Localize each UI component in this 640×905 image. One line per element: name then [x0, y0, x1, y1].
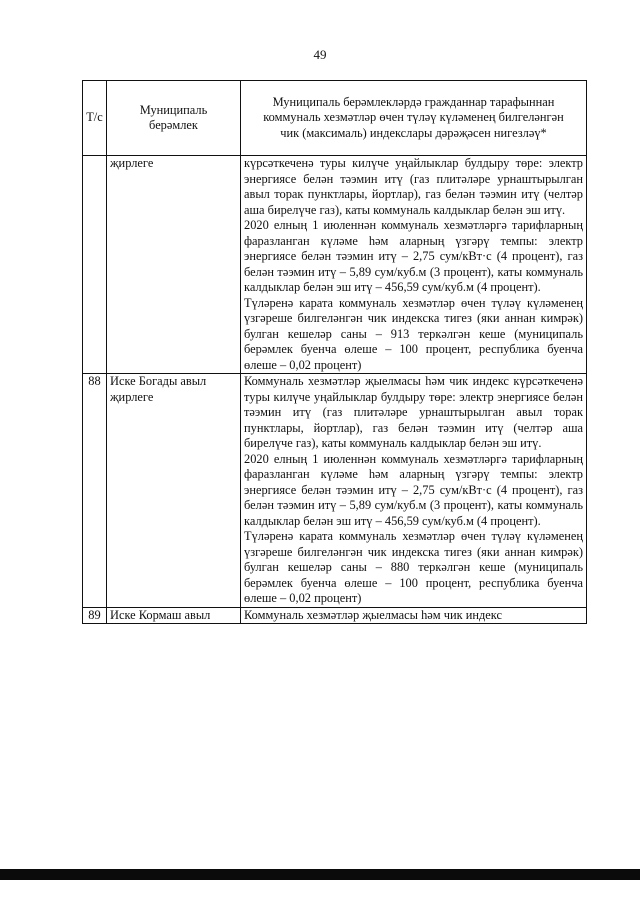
municipality-name: Иске Богады авыл җирлеге	[107, 374, 241, 608]
row-number: 88	[83, 374, 107, 608]
tariff-paragraph: 2020 елның 1 июленнән коммуналь хезмәтләргә тарифларның фаразланган күләме һәм аларның үзгәрү темпы: электр энергиясе белән тәэмин итү – 2,75 сум/кВт·с (4 процент), газ белән тәэмин итү – 5,89 сум/куб.м (3 процент), каты коммуналь калдыклар белән эш итү – 456,59 сум/куб.м (4 процент).	[244, 218, 583, 294]
tariff-index-table	[82, 80, 587, 624]
population-paragraph: Түләренә карата коммуналь хезмәтләр өчен түләү күләменең үзгәреше билгеләнгән чик индекска тигез (яки аннан кимрәк) булган кешеләр саны – 913 теркәлгән кеше (муниципаль берәмлек буенча өлеше – 100 процент, республика буенча өлеше – 0,02 процент)	[244, 295, 583, 372]
table-row	[83, 374, 587, 608]
tariff-paragraph: 2020 елның 1 июленнән коммуналь хезмәтләргә тарифларның фаразланган күләме һәм аларның үзгәрү темпы: электр энергиясе белән тәэмин итү – 2,75 сум/кВт·с (4 процент), газ белән тәэмин итү – 5,89 сум/куб.м (3 процент), каты коммуналь калдыклар белән эш итү – 456,59 сум/куб.м (4 процент).	[244, 451, 583, 528]
scan-edge-bar	[0, 869, 640, 880]
page-number: 49	[313, 47, 327, 62]
table-header-row	[83, 81, 587, 156]
header-number: Т/с	[83, 81, 107, 156]
table-row	[83, 607, 587, 624]
row-number: 89	[83, 607, 107, 624]
table-row	[83, 156, 587, 374]
header-municipality: Муниципаль берәмлек	[107, 81, 241, 156]
services-paragraph: Коммуналь хезмәтләр җыелмасы һәм чик индекс күрсәткеченә туры килүче уңайлыклар булдыру төре: электр энергиясе белән тәэмин итү (газ плитәләре урнаштырылган авыл торак пунктлары, йортлар), газ белән тәэмин итү (челтәр аша бирелүче газ), каты коммуналь калдыклар белән эш итү.	[244, 374, 583, 450]
municipality-name: җирлеге	[107, 156, 241, 374]
justification-cell	[241, 374, 587, 608]
row-number	[83, 156, 107, 374]
population-paragraph: Түләренә карата коммуналь хезмәтләр өчен түләү күләменең үзгәреше билгеләнгән чик индекска тигез (яки аннан кимрәк) булган кешеләр саны – 880 теркәлгән кеше (муниципаль берәмлек буенча өлеше – 100 процент, республика буенча өлеше – 0,02 процент)	[244, 529, 583, 605]
services-paragraph: күрсәткеченә туры килүче уңайлыклар булдыру төре: электр энергиясе белән тәэмин итү (газ плитәләре урнаштырылган авыл торак пунктлары, йортлар), газ белән тәэмин итү (челтәр аша бирелүче газ), каты коммуналь калдыклар белән эш итү.	[244, 156, 583, 217]
justification-cell	[241, 607, 587, 624]
justification-cell	[241, 156, 587, 374]
municipality-name: Иске Кормаш авыл	[107, 607, 241, 624]
header-justification: Муниципаль берәмлекләрдә гражданнар тарафыннан коммуналь хезмәтләр өчен түләү күләменең билгеләнгән чик (максималь) индекслары дәрәҗәсен нигезләү*	[241, 81, 587, 156]
services-paragraph: Коммуналь хезмәтләр җыелмасы һәм чик индекс	[244, 607, 502, 622]
